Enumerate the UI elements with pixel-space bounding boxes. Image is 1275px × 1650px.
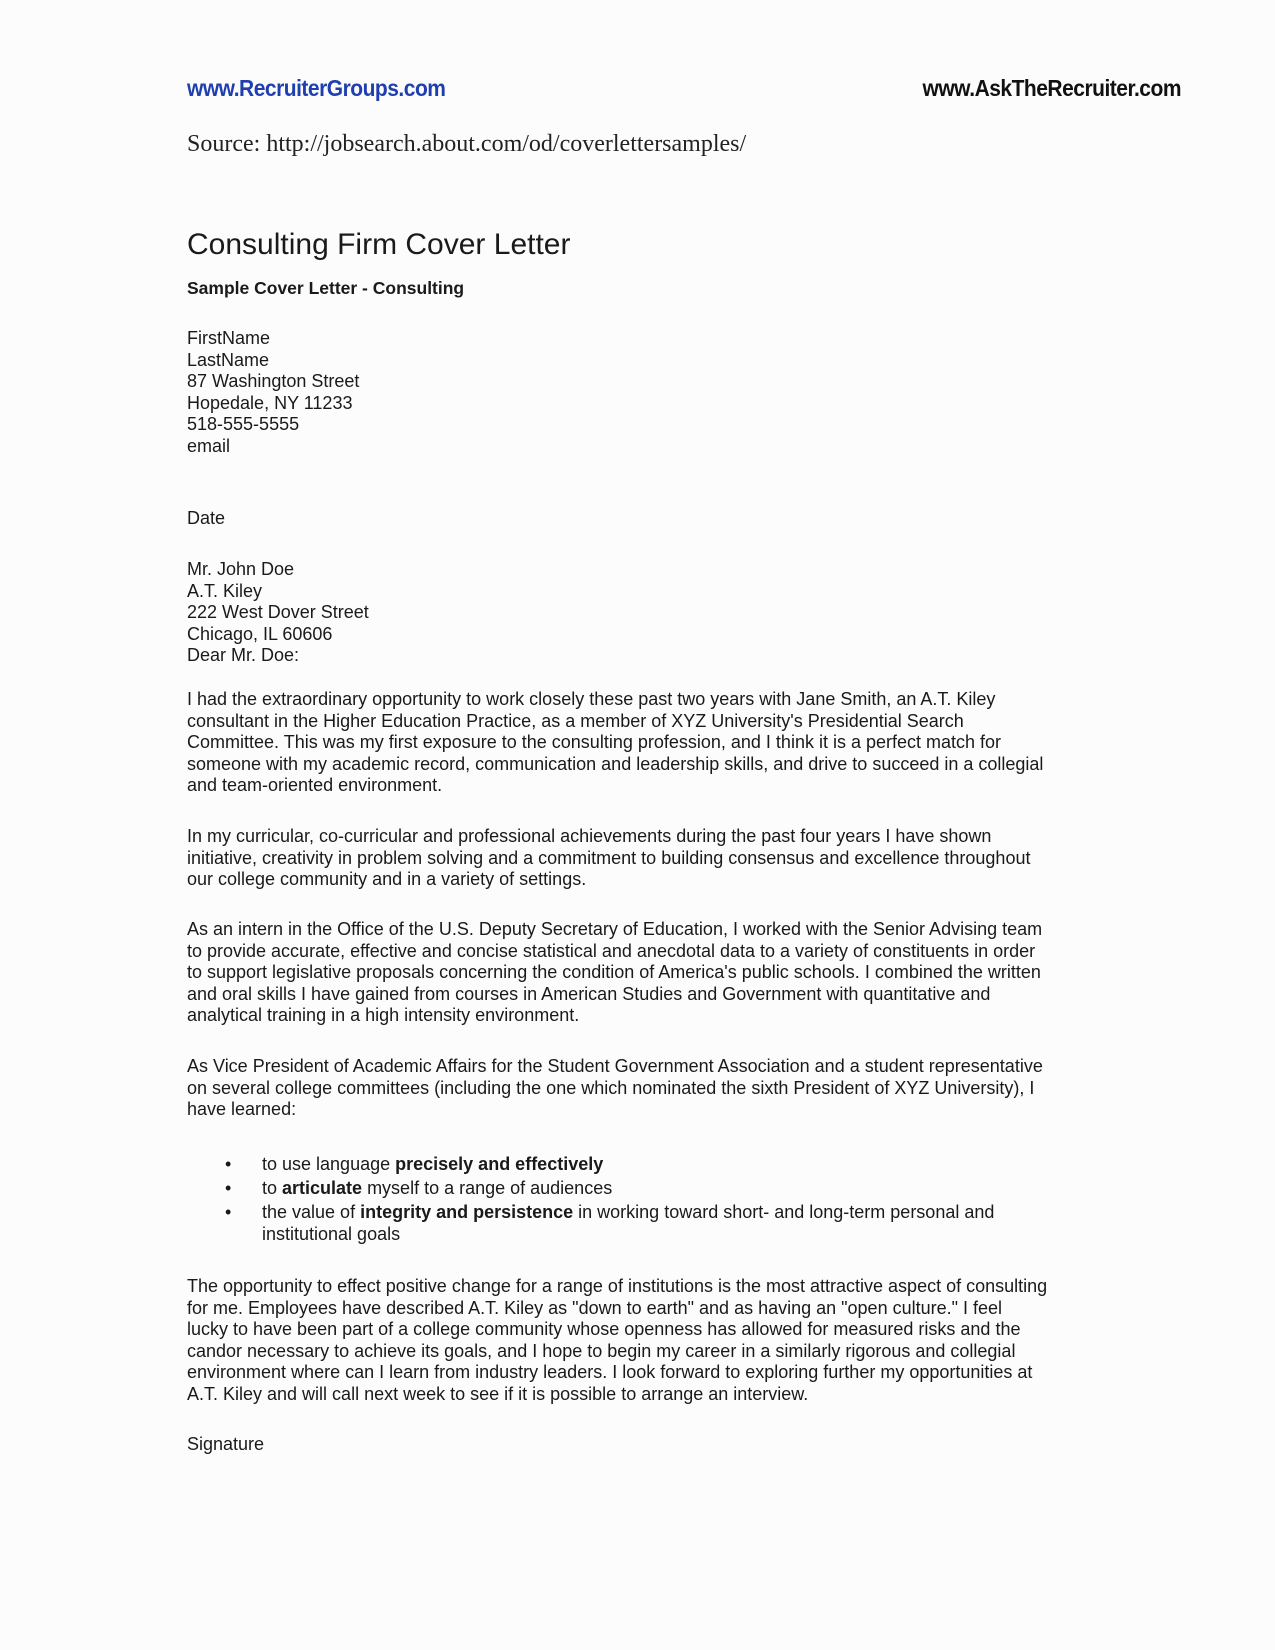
sender-line: 87 Washington Street [187, 371, 360, 391]
text-line: As Vice President of Academic Affairs for the Student Government Association and a student representative [187, 1056, 1043, 1076]
text-line: initiative, creativity in problem solving and a commitment to building consensus and excellence throughout [187, 847, 1031, 868]
bullet-list [187, 1153, 1087, 1247]
signature-label: Signature [187, 1434, 265, 1454]
header-site-left[interactable]: www.RecruiterGroups.com [187, 76, 446, 102]
text-line: candor necessary to achieve its goals, and I hope to begin my career in a similarly rigorous and collegial [187, 1340, 1016, 1361]
page-subtitle: Sample Cover Letter - Consulting [187, 278, 465, 298]
sender-line: Hopedale, NY 11233 [187, 392, 353, 413]
bullet-text: in working toward short- and long-term personal and [573, 1202, 995, 1222]
text-line: analytical training in a high intensity environment. [187, 1005, 580, 1025]
bullet-icon: • [225, 1178, 232, 1198]
bullet-emphasis: integrity and persistence [360, 1202, 574, 1222]
text-line: lucky to have been part of a college community whose openness has allowed for measured risks and the [187, 1319, 1021, 1339]
bullet-text: to [262, 1178, 283, 1198]
source-line: Source: http://jobsearch.about.com/od/coverlettersamples/ [187, 131, 747, 157]
bullet-emphasis: precisely and effectively [395, 1154, 604, 1174]
text-line: consultant in the Higher Education Practice, as a member of XYZ University's Presidential Search [187, 710, 964, 731]
date-label: Date [187, 508, 226, 528]
bullet-continuation: institutional goals [262, 1224, 401, 1244]
text-line: to provide accurate, effective and concise statistical and anecdotal data to a variety of constituents in order [187, 940, 1036, 961]
recipient-line: Mr. John Doe [187, 559, 295, 579]
text-line: As an intern in the Office of the U.S. Deputy Secretary of Education, I worked with the Senior Advising team [187, 919, 1043, 939]
recipient-address [187, 559, 369, 667]
text-line: for me. Employees have described A.T. Kiley as "down to earth" and as having an "open culture." I feel [187, 1297, 1003, 1318]
bullet-text: the value of [262, 1202, 361, 1222]
bullet-icon: • [225, 1154, 232, 1174]
sender-address [187, 328, 359, 457]
sender-line: email [187, 435, 231, 456]
paragraph-closing [187, 1276, 1087, 1405]
text-line: have learned: [187, 1099, 297, 1119]
text-line: environment where can I learn from industry leaders. I look forward to exploring further my opportunities at [187, 1362, 1033, 1382]
text-line: A.T. Kiley and will call next week to see if it is possible to arrange an interview. [187, 1383, 809, 1404]
text-line: our college community and in a variety of settings. [187, 869, 587, 889]
paragraph-internship [187, 919, 1087, 1027]
sender-line: FirstName [187, 328, 271, 348]
list-item [187, 1153, 1087, 1175]
text-line: I had the extraordinary opportunity to work closely these past two years with Jane Smith, an A.T. Kiley [187, 689, 996, 709]
text-line: The opportunity to effect positive change for a range of institutions is the most attractive aspect of consulting [187, 1276, 1048, 1296]
paragraph-opportunity [187, 689, 1087, 797]
header-site-right[interactable]: www.AskTheRecruiter.com [922, 76, 1181, 102]
paragraph-vice-president [187, 1056, 1087, 1121]
paragraph-achievements [187, 826, 1087, 891]
list-item [187, 1177, 1087, 1199]
sender-line: 518-555-5555 [187, 414, 300, 434]
bullet-text: to use language [262, 1154, 396, 1174]
sender-line: LastName [187, 349, 270, 370]
text-line: In my curricular, co-curricular and professional achievements during the past four years I have shown [187, 826, 992, 846]
recipient-line: A.T. Kiley [187, 580, 263, 601]
text-line: to support legislative proposals concerning the condition of America's public schools. I combined the written [187, 962, 1041, 982]
bullet-text: myself to a range of audiences [362, 1178, 613, 1198]
page-title: Consulting Firm Cover Letter [187, 228, 571, 261]
text-line: and team-oriented environment. [187, 775, 443, 795]
recipient-line: 222 West Dover Street [187, 602, 369, 622]
text-line: someone with my academic record, communication and leadership skills, and drive to succeed in a collegial [187, 753, 1044, 774]
text-line: on several college committees (including the one which nominated the sixth President of XYZ University), I [187, 1077, 1035, 1098]
list-item [187, 1201, 1087, 1245]
salutation: Dear Mr. Doe: [187, 645, 300, 665]
bullet-emphasis: articulate [282, 1178, 363, 1198]
recipient-line: Chicago, IL 60606 [187, 623, 333, 644]
bullet-icon: • [225, 1202, 232, 1222]
text-line: and oral skills I have gained from courses in American Studies and Government with quantitative and [187, 983, 991, 1004]
text-line: Committee. This was my first exposure to the consulting profession, and I think it is a perfect match for [187, 732, 1002, 752]
